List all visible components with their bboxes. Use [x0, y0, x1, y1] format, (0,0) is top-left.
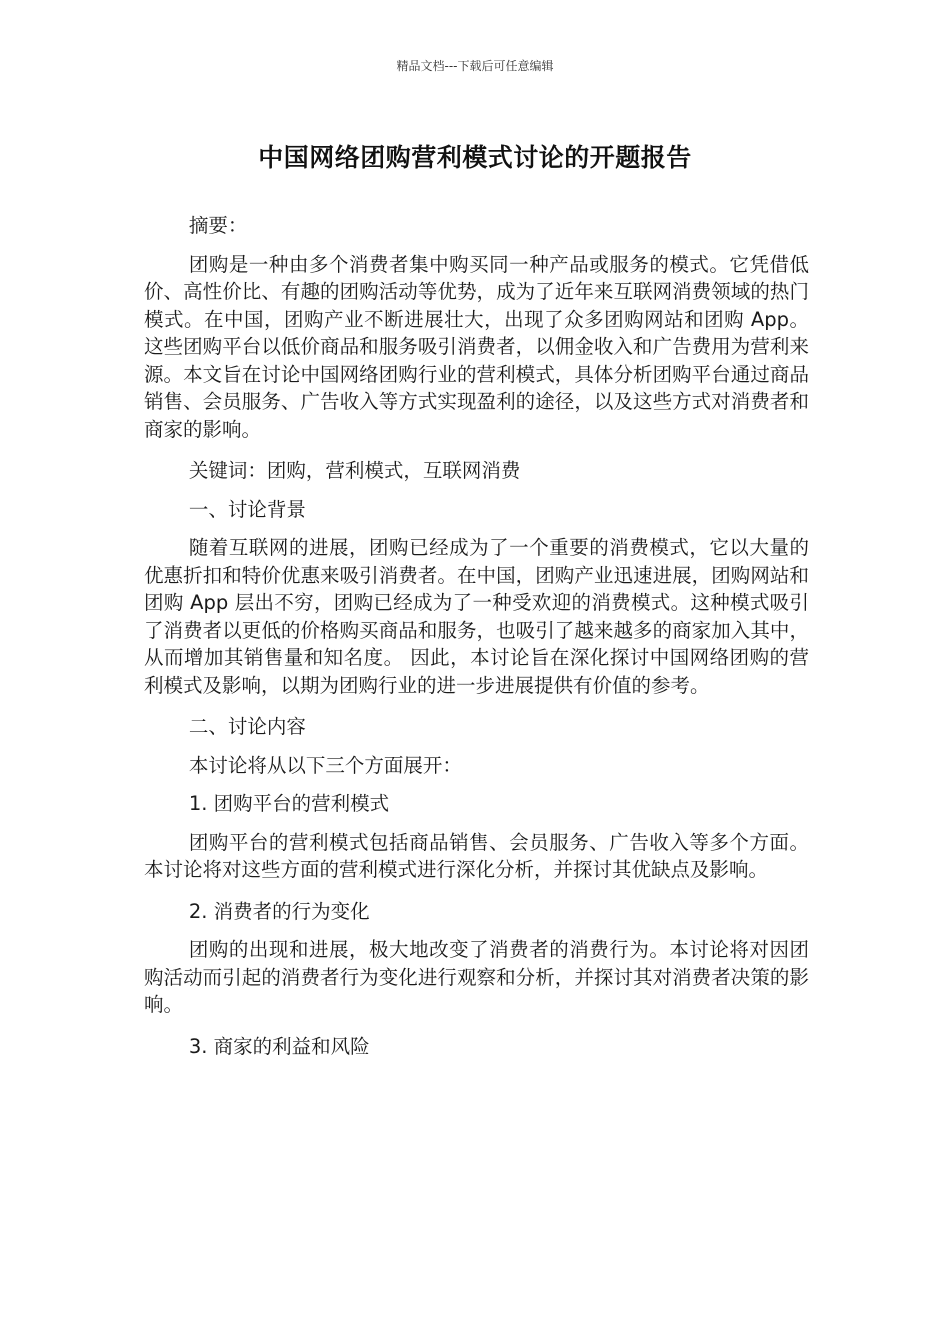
item-heading-platform-model: 1. 团购平台的营利模式 [188, 792, 390, 815]
keywords-line: 关键词：团购，营利模式，互联网消费 [188, 459, 521, 482]
background-paragraph: 随着互联网的进展，团购已经成为了一个重要的消费模式，它以大量的优惠折扣和特价优惠来吸引消费者。在中国，团购产业迅速进展，团购网站和团购 App 层出不穷，团购已经成为了一种受欢迎的消费模式。这种模式吸引了消费者以更低的价格购买商品和服务，也吸引了越来越多的商家加入其中，从而增加其销售量和知名度。 因此，本讨论旨在深化探讨中国网络团购的营利模式及影响，以期为团购行业的进一步进展提供有价值的参考。 [144, 536, 809, 697]
document-body [144, 212, 809, 1071]
content-intro: 本讨论将从以下三个方面展开： [188, 753, 462, 777]
abstract-label: 摘要： [188, 214, 248, 237]
abstract-paragraph: 团购是一种由多个消费者集中购买同一种产品或服务的模式。它凭借低价、高性价比、有趣的团购活动等优势，成为了近年来互联网消费领域的热门模式。在中国，团购产业不断进展壮大，出现了众多团购网站和团购 App。这些团购平台以低价商品和服务吸引消费者，以佣金收入和广告费用为营利来源。本文旨在讨论中国网络团购行业的营利模式，具体分析团购平台通过商品销售、会员服务、广告收入等方式实现盈利的途径，以及这些方式对消费者和商家的影响。 [144, 252, 809, 441]
item-heading-merchant-risk: 3. 商家的利益和风险 [188, 1034, 370, 1058]
item-heading-consumer-behavior: 2. 消费者的行为变化 [188, 899, 370, 923]
consumer-behavior-paragraph: 团购的出现和进展，极大地改变了消费者的消费行为。本讨论将对因团购活动而引起的消费者行为变化进行观察和分析，并探讨其对消费者决策的影响。 [144, 938, 809, 1016]
section-heading-content: 二、讨论内容 [188, 715, 306, 738]
page-header: 精品文档---下载后可任意编辑 [396, 59, 554, 73]
section-heading-background: 一、讨论背景 [188, 497, 306, 521]
platform-model-paragraph: 团购平台的营利模式包括商品销售、会员服务、广告收入等多个方面。本讨论将对这些方面的营利模式进行深化分析，并探讨其优缺点及影响。 [144, 830, 809, 881]
document-title: 中国网络团购营利模式讨论的开题报告 [258, 143, 692, 172]
